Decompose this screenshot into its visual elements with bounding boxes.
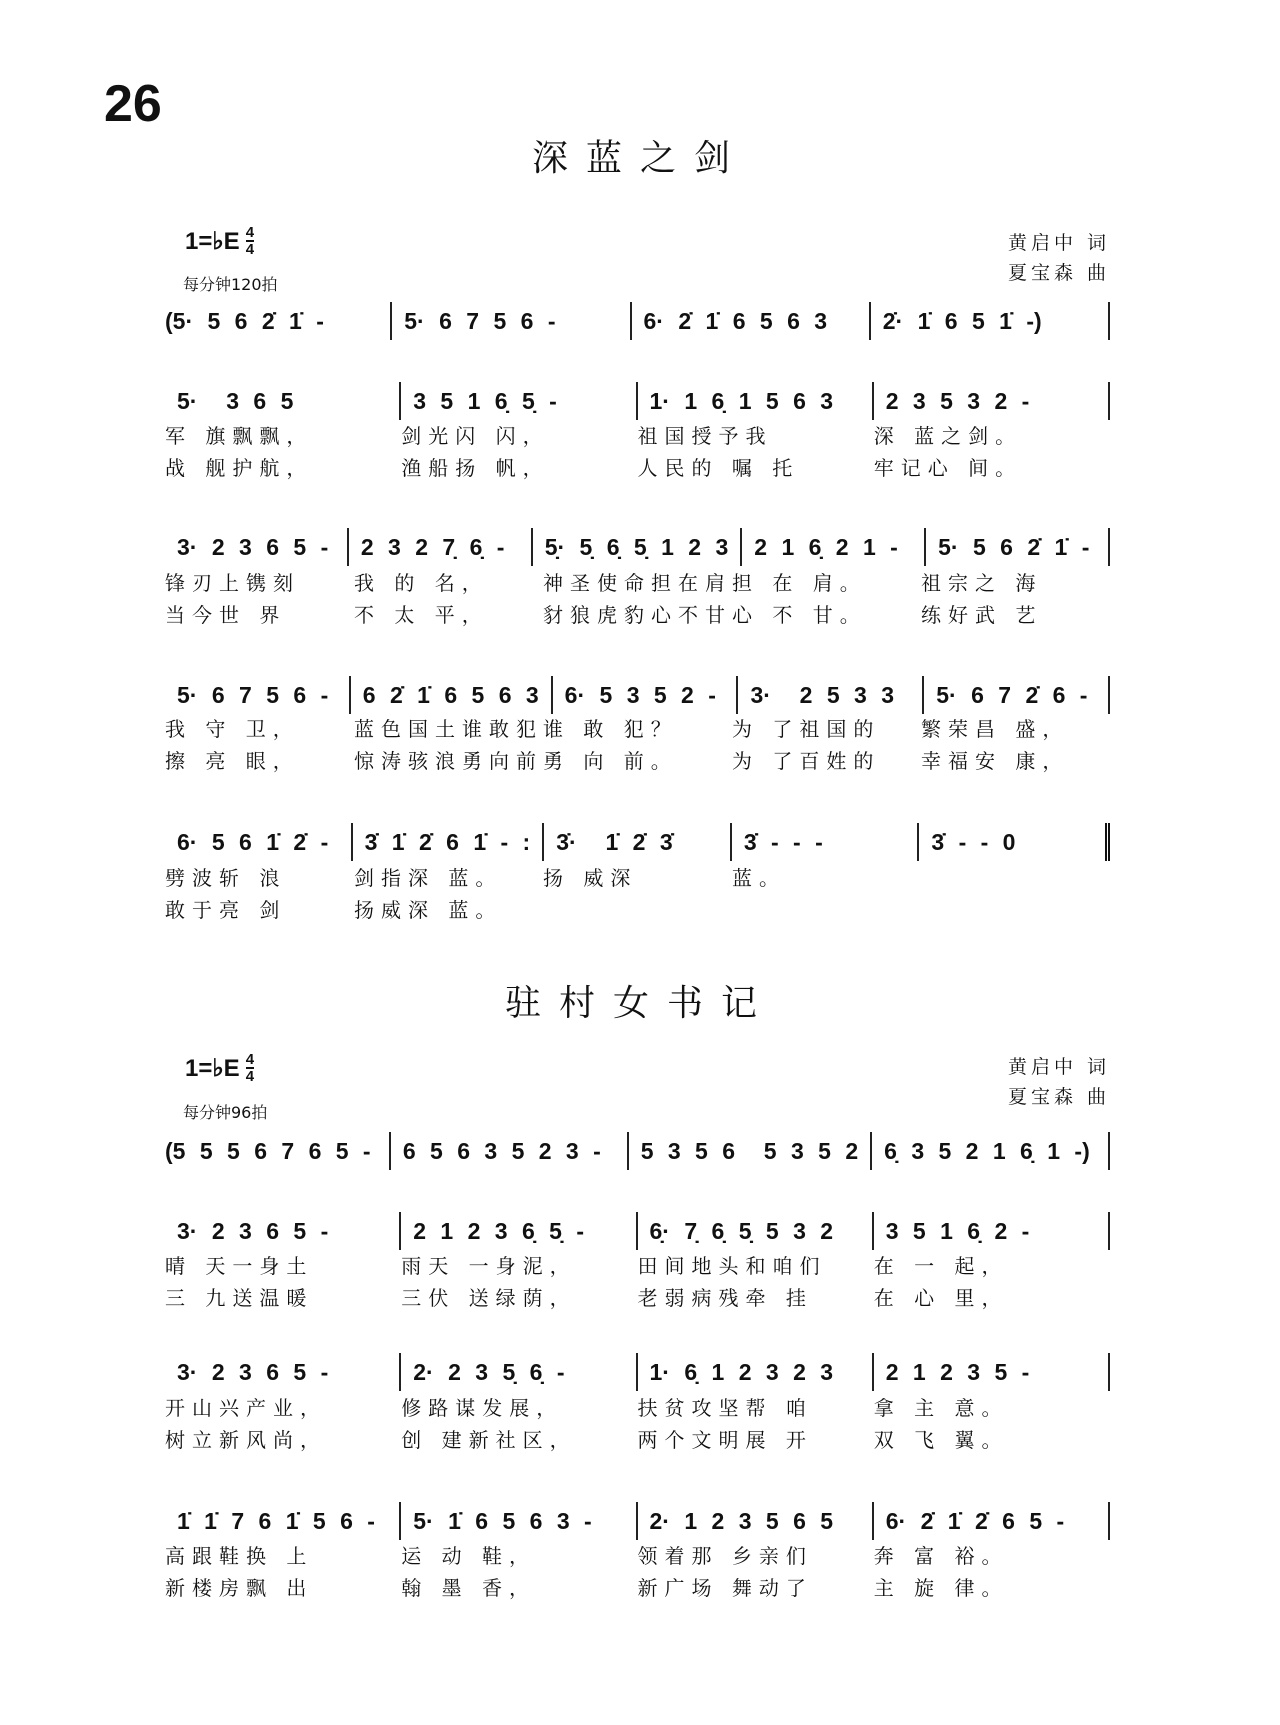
notation-line <box>165 823 1110 861</box>
notation-line <box>165 382 1110 420</box>
lyric-segment: 扶贫攻坚帮 咱 <box>637 1396 813 1420</box>
time-signature <box>246 225 254 257</box>
lyrics-verse-2 <box>165 745 1110 777</box>
measure: 2 3 5 3 2 - <box>874 382 1110 420</box>
lyric-segment: 蓝色国土谁敢犯 <box>354 717 543 741</box>
lyric-segment: 祖国授予我 <box>637 424 773 448</box>
lyric-segment: 创 建新社区， <box>401 1428 577 1452</box>
tempo-marking: 每分钟120拍 <box>183 275 278 294</box>
measure: 3̇ - - 0 <box>919 823 1110 861</box>
lyric-segment: 谁 敢 犯？ <box>543 717 678 741</box>
lyric-segment: 领着那 乡亲们 <box>637 1544 813 1568</box>
measure: 6 5 6 3 5 2 3 - <box>391 1132 629 1170</box>
measure: 2 1 6̣ 2 1 - <box>742 528 926 566</box>
lyric-segment: 惊涛骇浪勇向前 <box>354 749 543 773</box>
composer-credit: 夏宝森 曲 <box>1007 1086 1110 1108</box>
lyric-segment: 牢记心 间。 <box>873 456 1023 480</box>
lyric-segment: 祖宗之 海 <box>921 571 1043 595</box>
measure: 2 3 2 7̣ 6̣ - <box>349 528 533 566</box>
measure: 5· 6 7 2̇ 6 - <box>924 676 1110 714</box>
key-signature <box>185 225 254 257</box>
notation-line <box>165 1353 1110 1391</box>
key-signature <box>185 1052 254 1084</box>
measure: 2̇· 1̇ 6 5 1̇ -) <box>871 302 1110 340</box>
notation-line <box>165 676 1110 714</box>
lyrics-verse-1 <box>165 567 1110 599</box>
lyric-segment: 蓝。 <box>732 866 786 890</box>
lyric-segment: 奔 富 裕。 <box>873 1544 1009 1568</box>
lyric-segment: 扬威深 蓝。 <box>354 898 503 922</box>
measure: 5· 1̇ 6 5 6 3 - <box>401 1502 637 1540</box>
lyric-segment: 战 舰护航， <box>165 456 314 480</box>
lyric-segment: 为 了祖国的 <box>732 717 881 741</box>
measure: (5 5 5 6 7 6 5 - <box>165 1132 391 1170</box>
notation-line <box>165 528 1110 566</box>
measure: 3· 2 3 6 5 - <box>165 528 349 566</box>
lyric-segment: 繁荣昌 盛， <box>921 717 1070 741</box>
measure: 6· 5 3 5 2 - <box>553 676 739 714</box>
lyric-segment: 双 飞 翼。 <box>873 1428 1009 1452</box>
time-bottom: 4 <box>245 241 255 258</box>
measure: 3· 2 5 3 3 <box>738 676 924 714</box>
measure: 1· 6̣ 1 2 3 2 3 <box>638 1353 874 1391</box>
measure: 1· 1 6̣ 1 5 6 3 <box>638 382 874 420</box>
lyric-segment: 三伏 送绿荫， <box>401 1286 577 1310</box>
tempo-marking: 每分钟96拍 <box>183 1103 268 1122</box>
lyric-segment: 修路谋发展， <box>401 1396 564 1420</box>
lyric-segment: 锋刃上镌刻 <box>165 571 300 595</box>
lyric-segment: 新广场 舞动了 <box>637 1576 813 1600</box>
lyric-segment: 幸福安 康， <box>921 749 1070 773</box>
measure: 3̇· 1̇ 2̇ 3̇ <box>544 823 732 861</box>
lyric-segment: 军 旗飘飘， <box>165 424 314 448</box>
notation-line <box>165 1132 1110 1170</box>
time-top: 4 <box>245 224 255 241</box>
lyrics-verse-1 <box>165 862 1110 894</box>
song-title: 驻村女书记 <box>504 983 775 1024</box>
lyrics-verse-2 <box>165 452 1110 484</box>
lyric-segment: 扬 威深 <box>543 866 638 890</box>
measure: (5· 5 6 2̇ 1̇ - <box>165 302 392 340</box>
lyric-segment: 新楼房飘 出 <box>165 1576 314 1600</box>
measure: 3̇ 1̇ 2̇ 6 1̇ - : <box>353 823 545 861</box>
notation-line <box>165 1502 1110 1540</box>
lyric-segment: 神圣使命担在肩 <box>543 571 732 595</box>
measure: 5 3 5 6 5 3 5 2 <box>629 1132 872 1170</box>
lyricist-credit: 黄启中 词 <box>1007 1056 1110 1078</box>
lyric-segment <box>921 862 1110 894</box>
measure: 5̣· 5̣ 6̣ 5̣ 1 2 3 <box>533 528 743 566</box>
lyric-segment: 高跟鞋换 上 <box>165 1544 314 1568</box>
time-top: 4 <box>245 1051 255 1068</box>
lyric-segment: 树立新风尚， <box>165 1428 327 1452</box>
lyric-segment: 豺狼虎豹心不甘 <box>543 603 732 627</box>
key-label: 1=♭E <box>185 227 240 255</box>
measure: 6· 5 6 1̇ 2̇ - <box>165 823 353 861</box>
lyric-segment: 我 的 名， <box>354 571 489 595</box>
lyric-segment: 心 不 甘。 <box>732 603 867 627</box>
measure: 3̇ - - - <box>732 823 920 861</box>
lyric-segment: 两个文明展 开 <box>637 1428 813 1452</box>
lyric-segment <box>543 894 732 926</box>
measure: 5· 6 7 5 6 - <box>392 302 631 340</box>
measure: 1̇ 1̇ 7 6 1̇ 5 6 - <box>165 1502 401 1540</box>
measure: 2 1 2 3 5 - <box>874 1353 1110 1391</box>
lyric-segment: 不 太 平， <box>354 603 489 627</box>
lyric-segment: 勇 向 前。 <box>543 749 678 773</box>
lyric-segment: 田间地头和咱们 <box>637 1254 827 1278</box>
song-title: 深蓝之剑 <box>531 138 748 179</box>
measure: 3· 2 3 6 5 - <box>165 1212 401 1250</box>
measure: 3 5 1 6̣ 2 - <box>874 1212 1110 1250</box>
lyric-segment: 深 蓝之剑。 <box>873 424 1023 448</box>
lyrics-verse-2 <box>165 1572 1110 1604</box>
lyrics-verse-1 <box>165 1392 1110 1424</box>
lyric-segment: 人民的 嘱 托 <box>637 456 800 480</box>
lyric-segment <box>732 894 921 926</box>
measure: 2 1 2 3 6̣ 5̣ - <box>401 1212 637 1250</box>
composer-credit: 夏宝森 曲 <box>1007 262 1110 284</box>
lyric-segment: 运 动 鞋， <box>401 1544 536 1568</box>
measure: 2· 1 2 3 5 6 5 <box>638 1502 874 1540</box>
lyricist-credit: 黄启中 词 <box>1007 232 1110 254</box>
lyric-segment: 开山兴产业， <box>165 1396 327 1420</box>
lyric-segment: 翰 墨 香， <box>401 1576 536 1600</box>
notation-line <box>165 302 1110 340</box>
lyric-segment: 擦 亮 眼， <box>165 749 300 773</box>
measure: 6 2̇ 1̇ 6 5 6 3 <box>351 676 553 714</box>
measure: 6̣· 7̣ 6̣ 5̣ 5 3 2 <box>638 1212 874 1250</box>
lyrics-verse-2 <box>165 599 1110 631</box>
lyric-segment: 在 一 起， <box>873 1254 1009 1278</box>
lyric-segment: 老弱病残牵 挂 <box>637 1286 813 1310</box>
measure: 5· 5 6 2̇ 1̇ - <box>926 528 1110 566</box>
lyric-segment: 拿 主 意。 <box>873 1396 1009 1420</box>
lyric-segment: 剑光闪 闪， <box>401 424 550 448</box>
lyric-segment <box>921 894 1110 926</box>
lyrics-verse-1 <box>165 1540 1110 1572</box>
lyrics-verse-1 <box>165 1250 1110 1282</box>
lyric-segment: 为 了百姓的 <box>732 749 881 773</box>
lyrics-verse-2 <box>165 1424 1110 1456</box>
lyric-segment: 渔船扬 帆， <box>401 456 550 480</box>
lyrics-verse-2 <box>165 1282 1110 1314</box>
key-label: 1=♭E <box>185 1054 240 1082</box>
lyric-segment: 敢于亮 剑 <box>165 898 287 922</box>
lyric-segment: 雨天 一身泥， <box>401 1254 577 1278</box>
lyric-segment: 剑指深 蓝。 <box>354 866 503 890</box>
lyric-segment: 晴 天一身土 <box>165 1254 314 1278</box>
lyric-segment: 当今世 界 <box>165 603 287 627</box>
lyrics-verse-1 <box>165 420 1110 452</box>
lyric-segment: 担 在 肩。 <box>732 571 867 595</box>
measure: 3· 2 3 6 5 - <box>165 1353 401 1391</box>
page-number: 26 <box>104 75 162 133</box>
measure: 5· 3 6 5 <box>165 382 401 420</box>
time-bottom: 4 <box>245 1068 255 1085</box>
lyrics-verse-1 <box>165 713 1110 745</box>
measure: 2· 2 3 5̣ 6̣ - <box>401 1353 637 1391</box>
lyric-segment: 三 九送温暖 <box>165 1286 314 1310</box>
measure: 5· 6 7 5 6 - <box>165 676 351 714</box>
lyrics-verse-2 <box>165 894 1110 926</box>
time-signature <box>246 1052 254 1084</box>
measure: 6̣ 3 5 2 1 6̣ 1 -) <box>872 1132 1110 1170</box>
notation-line <box>165 1212 1110 1250</box>
lyric-segment: 我 守 卫， <box>165 717 300 741</box>
measure: 3 5 1 6̣ 5̣ - <box>401 382 637 420</box>
measure: 6· 2̇ 1̇ 2̇ 6 5 - <box>874 1502 1110 1540</box>
lyric-segment: 在 心 里， <box>873 1286 1009 1310</box>
lyric-segment: 主 旋 律。 <box>873 1576 1009 1600</box>
lyric-segment: 劈波斩 浪 <box>165 866 287 890</box>
measure: 6· 2̇ 1̇ 6 5 6 3 <box>632 302 871 340</box>
lyric-segment: 练好武 艺 <box>921 603 1043 627</box>
